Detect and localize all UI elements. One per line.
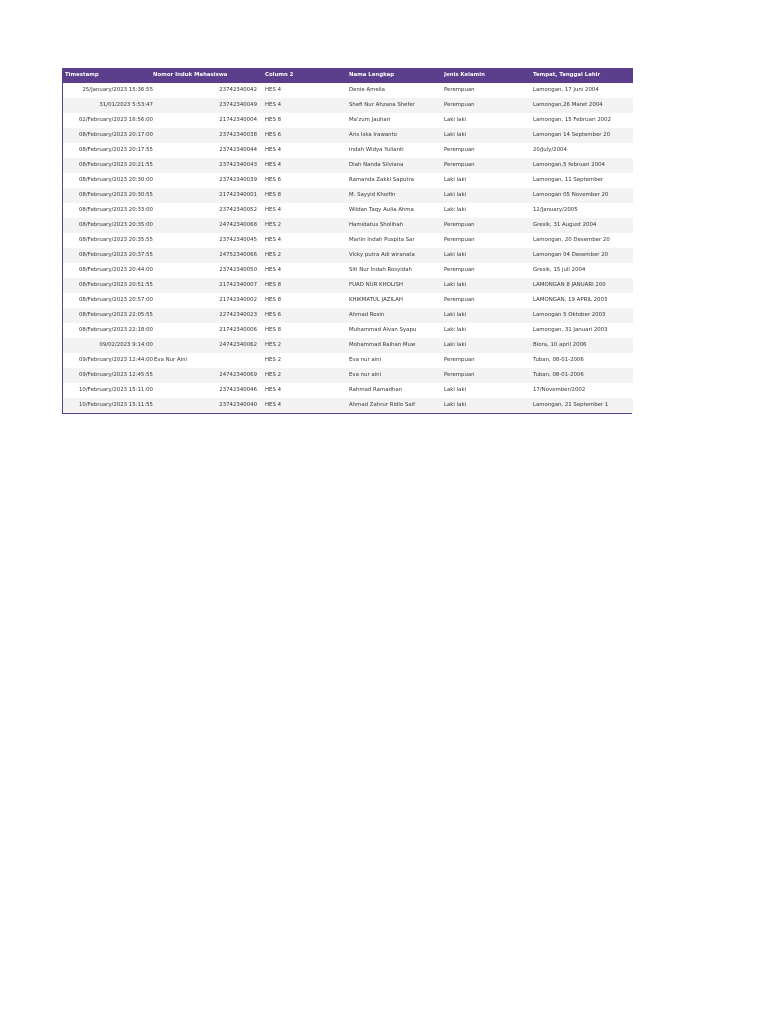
cell-timestamp[interactable]: 08/February/2023 20:35:55 [78,237,153,243]
cell-nim-text [153,83,154,98]
cell-column-2[interactable]: HES 8 [265,192,282,198]
cell-nama-lengkap[interactable]: KHIKMATUL JAZILAH [349,297,403,303]
table-row [63,173,633,188]
cell-timestamp[interactable]: 25/January/2023 15:36:55 [82,87,153,93]
cell-timestamp[interactable]: 08/February/2023 20:30:55 [78,192,153,198]
cell-nim-text [153,368,154,383]
cell-jenis-kelamin[interactable]: Laki laki [444,342,467,348]
cell-nim-number: 23742340039 [219,177,257,183]
table-row [63,323,633,338]
cell-nama-lengkap[interactable]: Eva nur aini [349,372,382,378]
cell-jenis-kelamin[interactable]: Laki laki [444,117,467,123]
cell-nim-wrapper [153,263,257,278]
cell-jenis-kelamin[interactable]: Perempuan [444,267,475,273]
cell-column-2[interactable]: HES 2 [265,252,282,258]
cell-column-2[interactable]: HES 2 [265,342,282,348]
table-row [63,83,633,98]
cell-tempat-tanggal-lahir[interactable]: Lamongan 14 September 20 [533,132,611,138]
cell-column-2[interactable]: HES 4 [265,207,282,213]
header-nama-lengkap[interactable]: Nama Lengkap [349,72,395,78]
cell-nim-text [153,398,154,413]
cell-nim[interactable] [153,368,257,383]
cell-nim-number: 21742340002 [219,297,257,303]
table-row [63,353,633,368]
cell-column-2[interactable]: HES 6 [265,177,282,183]
header-tempat-tanggal-lahir[interactable]: Tempat, Tanggal Lahir [533,72,601,78]
cell-tempat-tanggal-lahir[interactable]: LAMONGAN, 19 APRIL 2003 [533,297,608,303]
cell-nim-text [153,218,154,233]
cell-nim-text [153,188,154,203]
cell-tempat-tanggal-lahir[interactable]: Lamongan, 21 September 1 [533,402,609,408]
cell-nama-lengkap[interactable]: Eva nur aini [349,357,382,363]
cell-column-2[interactable]: HES 8 [265,327,282,333]
cell-nim[interactable] [153,338,257,353]
cell-nim-text [153,173,154,188]
cell-nama-lengkap[interactable]: Vicky putra Adi wiranata [349,252,415,258]
cell-nim-wrapper [153,188,257,203]
cell-nim[interactable] [153,188,257,203]
cell-jenis-kelamin[interactable]: Laki laki [444,402,467,408]
cell-nim-wrapper [153,158,257,173]
cell-nim[interactable] [153,83,257,98]
cell-nim-text [153,233,154,248]
cell-nim-text [153,98,154,113]
cell-jenis-kelamin[interactable]: Perempuan [444,297,475,303]
cell-nim-number: 24742340069 [219,372,257,378]
cell-nim-wrapper [153,83,257,98]
cell-timestamp[interactable]: 08/February/2023 20:57:00 [78,297,153,303]
cell-nama-lengkap[interactable]: M. Sayyid Khoifin [349,192,396,198]
table-row [63,293,633,308]
cell-column-2[interactable]: HES 2 [265,357,282,363]
cell-tempat-tanggal-lahir[interactable]: Lamongan, 11 September [533,177,604,183]
cell-nim-number: 23742340050 [219,267,257,273]
cell-jenis-kelamin[interactable]: Perempuan [444,87,475,93]
cell-nama-lengkap[interactable]: Siti Nur Indah Rosyidah [349,267,412,273]
cell-nim-text [153,158,154,173]
cell-jenis-kelamin[interactable]: Laki laki [444,207,467,213]
header-jenis-kelamin[interactable]: Jenis Kelamin [444,72,485,78]
cell-timestamp[interactable]: 08/February/2023 20:30:00 [78,177,153,183]
cell-column-2[interactable]: HES 8 [265,282,282,288]
cell-nim-number: 23742340046 [219,387,257,393]
cell-nim[interactable] [153,218,257,233]
cell-nim-number: 23742340049 [219,102,257,108]
cell-jenis-kelamin[interactable]: Perempuan [444,372,475,378]
cell-nim[interactable] [153,128,257,143]
cell-nim-text [153,143,154,158]
cell-jenis-kelamin[interactable]: Perempuan [444,237,475,243]
cell-nama-lengkap[interactable]: Ma'zum Jauhari [349,117,391,123]
cell-nim[interactable] [153,98,257,113]
cell-column-2[interactable]: HES 2 [265,222,282,228]
cell-nim-wrapper [153,128,257,143]
cell-column-2[interactable]: HES 4 [265,162,282,168]
cell-nim[interactable] [153,278,257,293]
cell-nim[interactable] [153,203,257,218]
cell-tempat-tanggal-lahir[interactable]: Lamongan, 17 Juni 2004 [533,87,599,93]
table-row [63,233,633,248]
spreadsheet-table-container [62,68,632,414]
cell-timestamp[interactable]: 08/February/2023 20:51:55 [78,282,153,288]
table-row [63,128,633,143]
cell-jenis-kelamin[interactable]: Laki laki [444,312,467,318]
cell-nim-text [153,263,154,278]
cell-nim[interactable] [153,158,257,173]
cell-nim-wrapper [153,218,257,233]
cell-nim-text [153,128,154,143]
cell-timestamp[interactable]: 02/February/2023 16:56:00 [78,117,153,123]
cell-nama-lengkap[interactable]: Hamidatus Sholihah [349,222,404,228]
cell-nama-lengkap[interactable]: Ahmad Rosin [349,312,385,318]
table-row [63,218,633,233]
cell-nim-wrapper [153,143,257,158]
cell-nim-text [153,308,154,323]
cell-nim-wrapper [153,353,257,368]
table-row [63,188,633,203]
cell-timestamp[interactable]: 08/February/2023 20:35:00 [78,222,153,228]
cell-nim-wrapper [153,398,257,413]
cell-nim[interactable] [153,113,257,128]
cell-nim-wrapper [153,173,257,188]
cell-timestamp[interactable]: 09/February/2023 12:44:00 [78,357,153,363]
cell-tempat-tanggal-lahir[interactable]: Lamongan 05 November 20 [533,192,609,198]
cell-column-2[interactable]: HES 8 [265,117,282,123]
cell-nama-lengkap[interactable]: Ahmad Zahrur Ridlo Saif [349,402,416,408]
table-row [63,368,633,383]
data-table [63,68,633,413]
cell-tempat-tanggal-lahir[interactable]: Lamongan,26 Maret 2004 [533,102,603,108]
cell-nim[interactable] [153,263,257,278]
cell-tempat-tanggal-lahir[interactable]: Tuban, 08-01-2006 [533,357,584,363]
table-row [63,263,633,278]
cell-nama-lengkap[interactable]: Ramanda Zakki Saputra [349,177,414,183]
cell-nim-text [153,338,154,353]
cell-nim-text [153,203,154,218]
cell-nama-lengkap[interactable]: Mohammad Raihan Muw [349,342,416,348]
cell-timestamp[interactable]: 08/February/2023 20:37:55 [78,252,153,258]
cell-nim-text [153,248,154,263]
cell-nim-wrapper [153,248,257,263]
cell-nim-wrapper [153,383,257,398]
cell-jenis-kelamin[interactable]: Perempuan [444,102,475,108]
cell-nim[interactable] [153,398,257,413]
cell-jenis-kelamin[interactable]: Perempuan [444,162,475,168]
cell-tempat-tanggal-lahir[interactable]: Tuban, 08-01-2006 [533,372,584,378]
cell-tempat-tanggal-lahir[interactable]: Lamongan,5 februari 2004 [533,162,605,168]
cell-nama-lengkap[interactable]: Denie Amelia [349,87,385,93]
cell-nim[interactable] [153,233,257,248]
cell-nim-wrapper [153,278,257,293]
cell-column-2[interactable]: HES 8 [265,297,282,303]
table-row [63,398,633,413]
cell-nim-wrapper [153,338,257,353]
cell-timestamp[interactable]: 10/February/2023 15:11:55 [78,402,153,408]
cell-nim-text [153,113,154,128]
cell-nama-lengkap[interactable]: Shefi Nur Ahzana Shefer [349,102,415,108]
cell-nim[interactable] [153,323,257,338]
cell-nama-lengkap[interactable]: Rahmad Ramadhan [349,387,403,393]
cell-nim-number: 24742340068 [219,222,257,228]
cell-nim-number: 23742340038 [219,132,257,138]
cell-nim[interactable] [153,383,257,398]
cell-timestamp[interactable]: 08/February/2023 22:05:55 [78,312,153,318]
table-row [63,248,633,263]
cell-jenis-kelamin[interactable]: Perempuan [444,357,475,363]
cell-jenis-kelamin[interactable]: Laki laki [444,282,467,288]
cell-jenis-kelamin[interactable]: Laki laki [444,252,467,258]
table-header-row [63,68,633,83]
cell-nim-wrapper [153,323,257,338]
cell-jenis-kelamin[interactable]: Perempuan [444,147,475,153]
table-row [63,338,633,353]
cell-nim[interactable] [153,353,257,368]
table-row [63,158,633,173]
cell-jenis-kelamin[interactable]: Laki laki [444,132,467,138]
cell-nim[interactable] [153,173,257,188]
cell-tempat-tanggal-lahir[interactable]: Gresik, 15 juli 2004 [533,267,586,273]
cell-jenis-kelamin[interactable]: Laki laki [444,327,467,333]
cell-timestamp[interactable]: 08/February/2023 22:18:00 [78,327,153,333]
table-row [63,383,633,398]
cell-nim-text [153,278,154,293]
table-row [63,98,633,113]
cell-nim-number: 23742340044 [219,147,257,153]
cell-nama-lengkap[interactable]: Marlin Indah Puspita Sar [349,237,415,243]
cell-nim-number: 21742340004 [219,117,257,123]
header-nim[interactable]: Nomor Induk Mahasiswa [153,72,228,78]
cell-nim-wrapper [153,98,257,113]
cell-timestamp[interactable]: 08/February/2023 20:21:55 [78,162,153,168]
cell-nim-wrapper [153,113,257,128]
header-timestamp[interactable]: Timestamp [65,72,99,78]
cell-column-2[interactable]: HES 4 [265,402,282,408]
cell-tempat-tanggal-lahir[interactable]: LAMONGAN 8 JANUARI 200 [533,282,606,288]
cell-nim-number: 22742340023 [219,312,257,318]
cell-nim-number: 21742340001 [219,192,257,198]
cell-tempat-tanggal-lahir[interactable]: Lamongan 04 Desember 20 [533,252,609,258]
cell-nim-wrapper [153,203,257,218]
cell-jenis-kelamin[interactable]: Perempuan [444,222,475,228]
cell-timestamp[interactable]: 31/01/2023 5:53:47 [99,102,153,108]
cell-column-2[interactable]: HES 4 [265,87,282,93]
cell-nim-number: 23742340040 [219,402,257,408]
cell-nama-lengkap[interactable]: Muhammad Alvan Syapu [349,327,417,333]
cell-nim-number: 23742340042 [219,87,257,93]
cell-nim-text [153,293,154,308]
cell-tempat-tanggal-lahir[interactable]: Lamongan, 15 Februari 2002 [533,117,612,123]
cell-column-2[interactable]: HES 4 [265,387,282,393]
cell-timestamp[interactable]: 09/02/2023 9:14:00 [99,342,153,348]
table-row [63,113,633,128]
header-column-2[interactable]: Column 2 [265,72,294,78]
cell-jenis-kelamin[interactable]: Laki laki [444,387,467,393]
cell-nama-lengkap[interactable]: Aris Iska Irawanto [349,132,398,138]
cell-tempat-tanggal-lahir[interactable]: Blora, 10 april 2006 [533,342,587,348]
cell-nim-number: 23742340043 [219,162,257,168]
cell-column-2[interactable]: HES 4 [265,147,282,153]
cell-timestamp[interactable]: 08/February/2023 20:17:55 [78,147,153,153]
cell-column-2[interactable]: HES 4 [265,102,282,108]
cell-nama-lengkap[interactable]: FUAD NUR KHOLISH [349,282,403,288]
cell-tempat-tanggal-lahir[interactable]: 17/November/2002 [533,387,586,393]
cell-timestamp[interactable]: 08/February/2023 20:44:00 [78,267,153,273]
cell-tempat-tanggal-lahir[interactable]: Gresik, 31 August 2004 [533,222,597,228]
cell-timestamp[interactable]: 09/February/2023 12:45:55 [78,372,153,378]
cell-jenis-kelamin[interactable]: Laki laki [444,177,467,183]
table-row [63,203,633,218]
cell-tempat-tanggal-lahir[interactable]: Lamongan 5 Oktober 2003 [533,312,606,318]
cell-nama-lengkap[interactable]: Diah Nanda Silviana [349,162,404,168]
cell-column-2[interactable]: HES 4 [265,237,282,243]
cell-tempat-tanggal-lahir[interactable]: Lamongan, 20 Desember 20 [533,237,610,243]
cell-timestamp[interactable]: 08/February/2023 20:33:00 [78,207,153,213]
cell-nim[interactable] [153,143,257,158]
cell-nim-wrapper [153,308,257,323]
cell-column-2[interactable]: HES 2 [265,372,282,378]
cell-nim-number: 23742340045 [219,237,257,243]
cell-tempat-tanggal-lahir[interactable]: Lamongan, 31 Januari 2003 [533,327,608,333]
cell-nim[interactable] [153,248,257,263]
cell-nama-lengkap[interactable]: Indah Widya Yulianti [349,147,404,153]
cell-nama-lengkap[interactable]: Wildan Taqy Aulia Ahma [349,207,414,213]
cell-nim-text [153,323,154,338]
cell-nim-text: Eva Nur Aini [154,357,188,363]
cell-nim-wrapper [153,368,257,383]
table-body [63,83,633,413]
cell-nim-number: 23742340052 [219,207,257,213]
cell-timestamp[interactable]: 08/February/2023 20:17:00 [78,132,153,138]
table-row [63,143,633,158]
cell-nim-wrapper [153,233,257,248]
table-row [63,308,633,323]
cell-jenis-kelamin[interactable]: Laki laki [444,192,467,198]
cell-nim-text [153,383,154,398]
cell-nim-number: 24742340062 [219,342,257,348]
cell-tempat-tanggal-lahir[interactable]: 12/January/2005 [533,207,578,213]
cell-nim-number: 24752340066 [219,252,257,258]
cell-column-2[interactable]: HES 4 [265,267,282,273]
cell-nim-number: 21742340006 [219,327,257,333]
cell-timestamp[interactable]: 10/February/2023 15:11:00 [78,387,153,393]
cell-nim[interactable] [153,293,257,308]
cell-tempat-tanggal-lahir[interactable]: 20/July/2004 [533,147,567,153]
table-row [63,278,633,293]
cell-nim-number: 21742340007 [219,282,257,288]
cell-nim[interactable] [153,308,257,323]
cell-column-2[interactable]: HES 6 [265,132,282,138]
cell-nim-wrapper [153,293,257,308]
cell-column-2[interactable]: HES 6 [265,312,282,318]
